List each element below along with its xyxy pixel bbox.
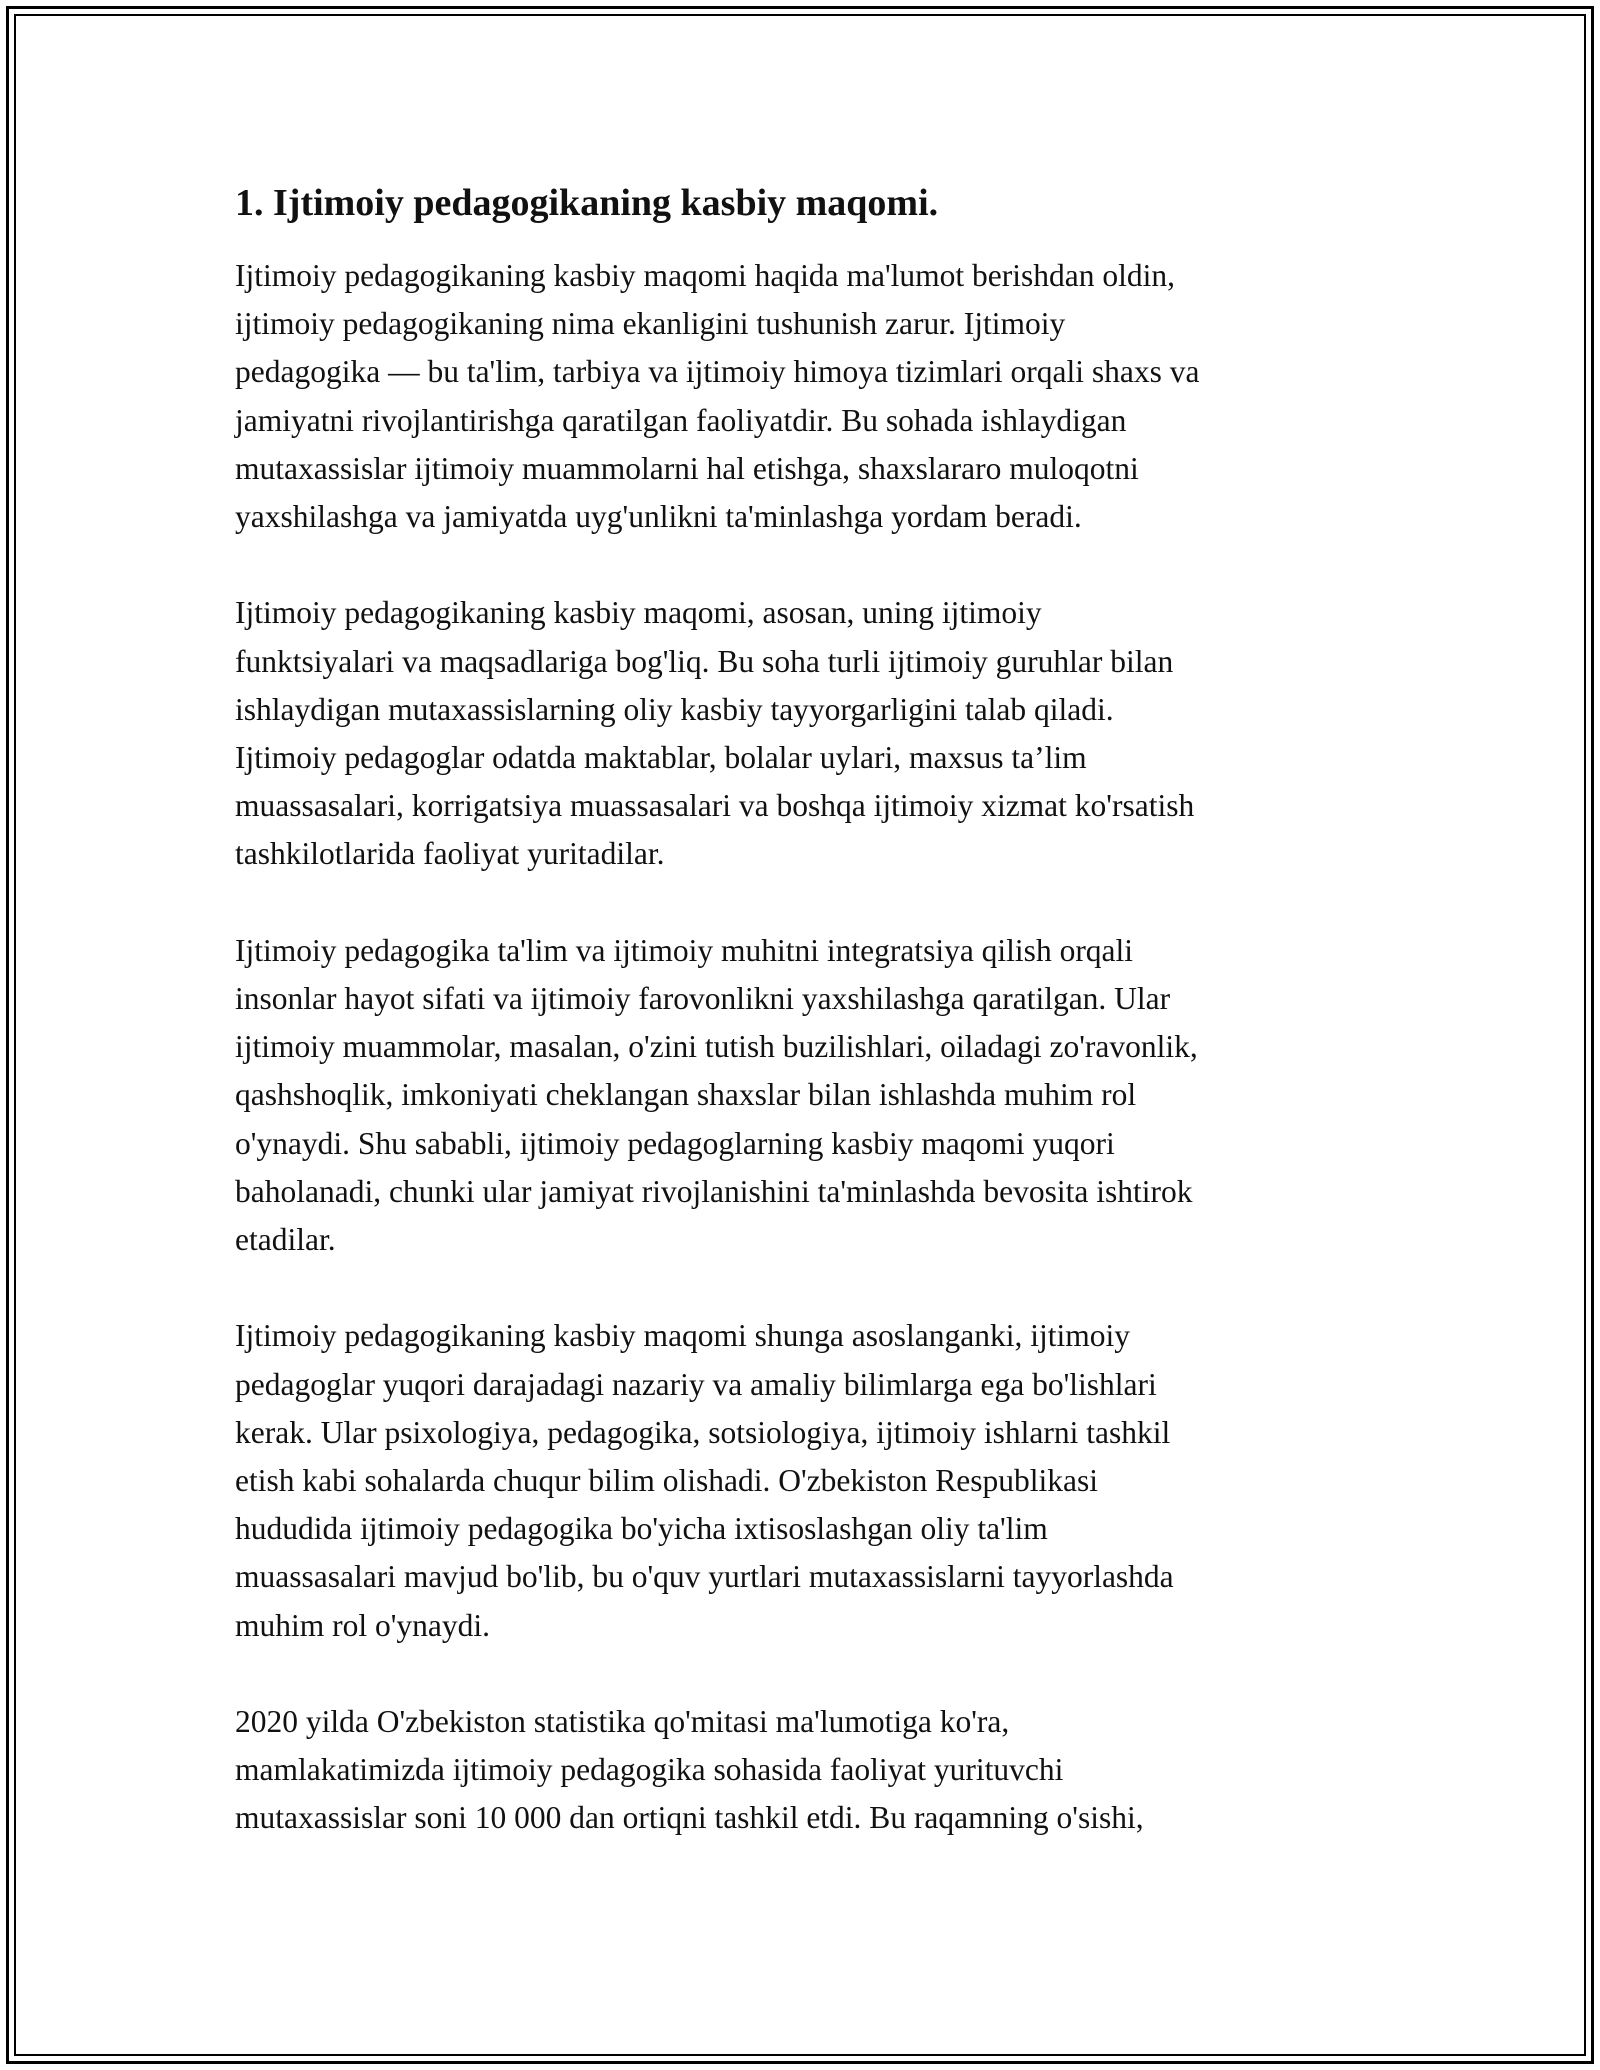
text-line: tashkilotlarida faoliyat yuritadilar. [235, 836, 665, 872]
text-line: mutaxassislar ijtimoiy muammolarni hal etishga, shaxslararo muloqotni [235, 450, 1139, 486]
text-line: qashshoqlik, imkoniyati cheklangan shaxslar bilan ishlashda muhim rol [235, 1077, 1137, 1113]
text-line: Ijtimoiy pedagogikaning kasbiy maqomi, asosan, uning ijtimoiy [235, 595, 1042, 631]
text-line: insonlar hayot sifati va ijtimoiy farovonlikni yaxshilashga qaratilgan. Ular [235, 981, 1171, 1017]
text-line: Ijtimoiy pedagoglar odatda maktablar, bolalar uylari, maxsus ta’lim [235, 740, 1087, 776]
paragraph-4 [235, 1312, 1375, 1649]
text-line: o'ynaydi. Shu sababli, ijtimoiy pedagoglarning kasbiy maqomi yuqori [235, 1125, 1115, 1161]
section-heading: 1. Ijtimoiy pedagogikaning kasbiy maqomi. [235, 182, 939, 224]
text-line: muassasalari mavjud bo'lib, bu o'quv yurtlari mutaxassislarni tayyorlashda [235, 1559, 1174, 1595]
paragraph-2 [235, 589, 1375, 878]
text-line: pedagoglar yuqori darajadagi nazariy va amaliy bilimlarga ega bo'lishlari [235, 1366, 1157, 1402]
text-line: ijtimoiy muammolar, masalan, o'zini tutish buzilishlari, oiladagi zo'ravonlik, [235, 1029, 1198, 1065]
paragraph-1 [235, 252, 1375, 541]
text-line: Ijtimoiy pedagogika ta'lim va ijtimoiy muhitni integratsiya qilish orqali [235, 932, 1134, 968]
paragraph-3 [235, 927, 1375, 1264]
paragraph-5 [235, 1698, 1375, 1843]
text-line: etish kabi sohalarda chuqur bilim olishadi. O'zbekiston Respublikasi [235, 1463, 1099, 1499]
text-line: ishlaydigan mutaxassislarning oliy kasbiy tayyorgarligini talab qiladi. [235, 691, 1114, 727]
text-line: jamiyatni rivojlantirishga qaratilgan faoliyatdir. Bu sohada ishlaydigan [235, 402, 1127, 438]
text-line: ijtimoiy pedagogikaning nima ekanligini tushunish zarur. Ijtimoiy [235, 306, 1066, 342]
document-body [235, 178, 1375, 1891]
text-line: muassasalari, korrigatsiya muassasalari va boshqa ijtimoiy xizmat ko'rsatish [235, 788, 1195, 824]
text-line: Ijtimoiy pedagogikaning kasbiy maqomi haqida ma'lumot berishdan oldin, [235, 258, 1176, 293]
text-line: hududida ijtimoiy pedagogika bo'yicha ixtisoslashgan oliy ta'lim [235, 1511, 1048, 1547]
text-line: kerak. Ular psixologiya, pedagogika, sotsiologiya, ijtimoiy ishlarni tashkil [235, 1414, 1171, 1450]
text-line: funktsiyalari va maqsadlariga bog'liq. Bu soha turli ijtimoiy guruhlar bilan [235, 643, 1174, 679]
text-line: mamlakatimizda ijtimoiy pedagogika sohasida faoliyat yurituvchi [235, 1752, 1064, 1788]
text-line: 2020 yilda O'zbekiston statistika qo'mitasi ma'lumotiga ko'ra, [235, 1704, 1010, 1740]
text-line: pedagogika — bu ta'lim, tarbiya va ijtimoiy himoya tizimlari orqali shaxs va [235, 354, 1200, 390]
text-line: muhim rol o'ynaydi. [235, 1607, 491, 1643]
text-line: Ijtimoiy pedagogikaning kasbiy maqomi shunga asoslanganki, ijtimoiy [235, 1318, 1131, 1354]
text-line: etadilar. [235, 1222, 336, 1258]
text-line: mutaxassislar soni 10 000 dan ortiqni tashkil etdi. Bu raqamning o'sishi, [235, 1800, 1144, 1836]
text-line: yaxshilashga va jamiyatda uyg'unlikni ta'minlashga yordam beradi. [235, 499, 1082, 535]
text-line: baholanadi, chunki ular jamiyat rivojlanishini ta'minlashda bevosita ishtirok [235, 1173, 1193, 1209]
